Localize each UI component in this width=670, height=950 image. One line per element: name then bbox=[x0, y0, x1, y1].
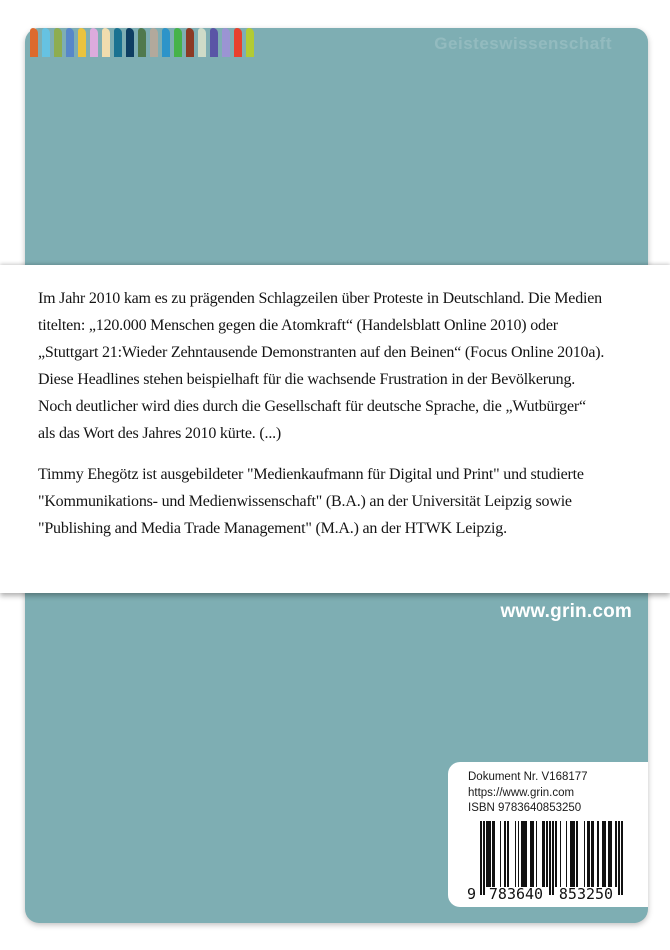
author-bio bbox=[38, 461, 640, 542]
text-line: "Kommunikations- und Medienwissenschaft" (B.A.) an der Universität Leipzig sowie bbox=[38, 493, 572, 510]
website-label: www.grin.com bbox=[500, 601, 632, 622]
color-stripe bbox=[66, 28, 74, 57]
color-stripe bbox=[138, 28, 146, 57]
color-stripe bbox=[222, 28, 230, 57]
color-stripe bbox=[150, 28, 158, 57]
isbn-number: ISBN 9783640853250 bbox=[468, 802, 582, 814]
text-line: "Publishing and Media Trade Management" (M.A.) an der HTWK Leipzig. bbox=[38, 520, 507, 537]
color-stripe bbox=[246, 28, 254, 57]
text-line: als das Wort des Jahres 2010 kürte. (...) bbox=[38, 425, 282, 442]
color-stripe bbox=[186, 28, 194, 57]
color-stripe bbox=[198, 28, 206, 57]
barcode-box bbox=[448, 762, 648, 907]
text-line: Diese Headlines stehen beispielhaft für die wachsende Frustration in der Bevölkerung. bbox=[38, 371, 576, 388]
color-stripe bbox=[42, 28, 50, 57]
barcode-bar bbox=[621, 821, 623, 895]
grin-url: https://www.grin.com bbox=[468, 786, 575, 799]
document-number: Dokument Nr. V168177 bbox=[468, 771, 588, 783]
color-stripe bbox=[174, 28, 182, 57]
barcode-bars bbox=[480, 821, 623, 895]
ean-digit-first: 9 bbox=[467, 884, 477, 903]
text-band bbox=[0, 265, 670, 593]
color-stripe bbox=[234, 28, 242, 57]
color-stripes-bar bbox=[30, 28, 254, 57]
ean-digits-right: 853250 bbox=[558, 884, 614, 903]
text-line: Noch deutlicher wird dies durch die Gesellschaft für deutsche Sprache, die „Wutbürger“ bbox=[38, 398, 586, 415]
category-watermark: Geisteswissenschaft bbox=[434, 34, 612, 53]
ean-barcode bbox=[467, 821, 623, 905]
text-line: Im Jahr 2010 kam es zu prägenden Schlagzeilen über Proteste in Deutschland. Die Medien bbox=[38, 290, 602, 307]
color-stripe bbox=[54, 28, 62, 57]
color-stripe bbox=[162, 28, 170, 57]
barcode-digits bbox=[467, 884, 623, 903]
text-line: Timmy Ehegötz ist ausgebildeter "Medienkaufmann für Digital und Print" und studierte bbox=[38, 466, 584, 483]
color-stripe bbox=[126, 28, 134, 57]
color-stripe bbox=[30, 28, 38, 57]
color-stripe bbox=[114, 28, 122, 57]
text-line: titelten: „120.000 Menschen gegen die Atomkraft“ (Handelsblatt Online 2010) oder bbox=[38, 317, 558, 334]
text-line: „Stuttgart 21:Wieder Zehntausende Demonstranten auf den Beinen“ (Focus Online 2010a). bbox=[38, 344, 605, 361]
book-description bbox=[38, 285, 640, 447]
color-stripe bbox=[78, 28, 86, 57]
color-stripe bbox=[210, 28, 218, 57]
color-stripe bbox=[90, 28, 98, 57]
color-stripe bbox=[102, 28, 110, 57]
ean-digits-left: 783640 bbox=[488, 884, 544, 903]
